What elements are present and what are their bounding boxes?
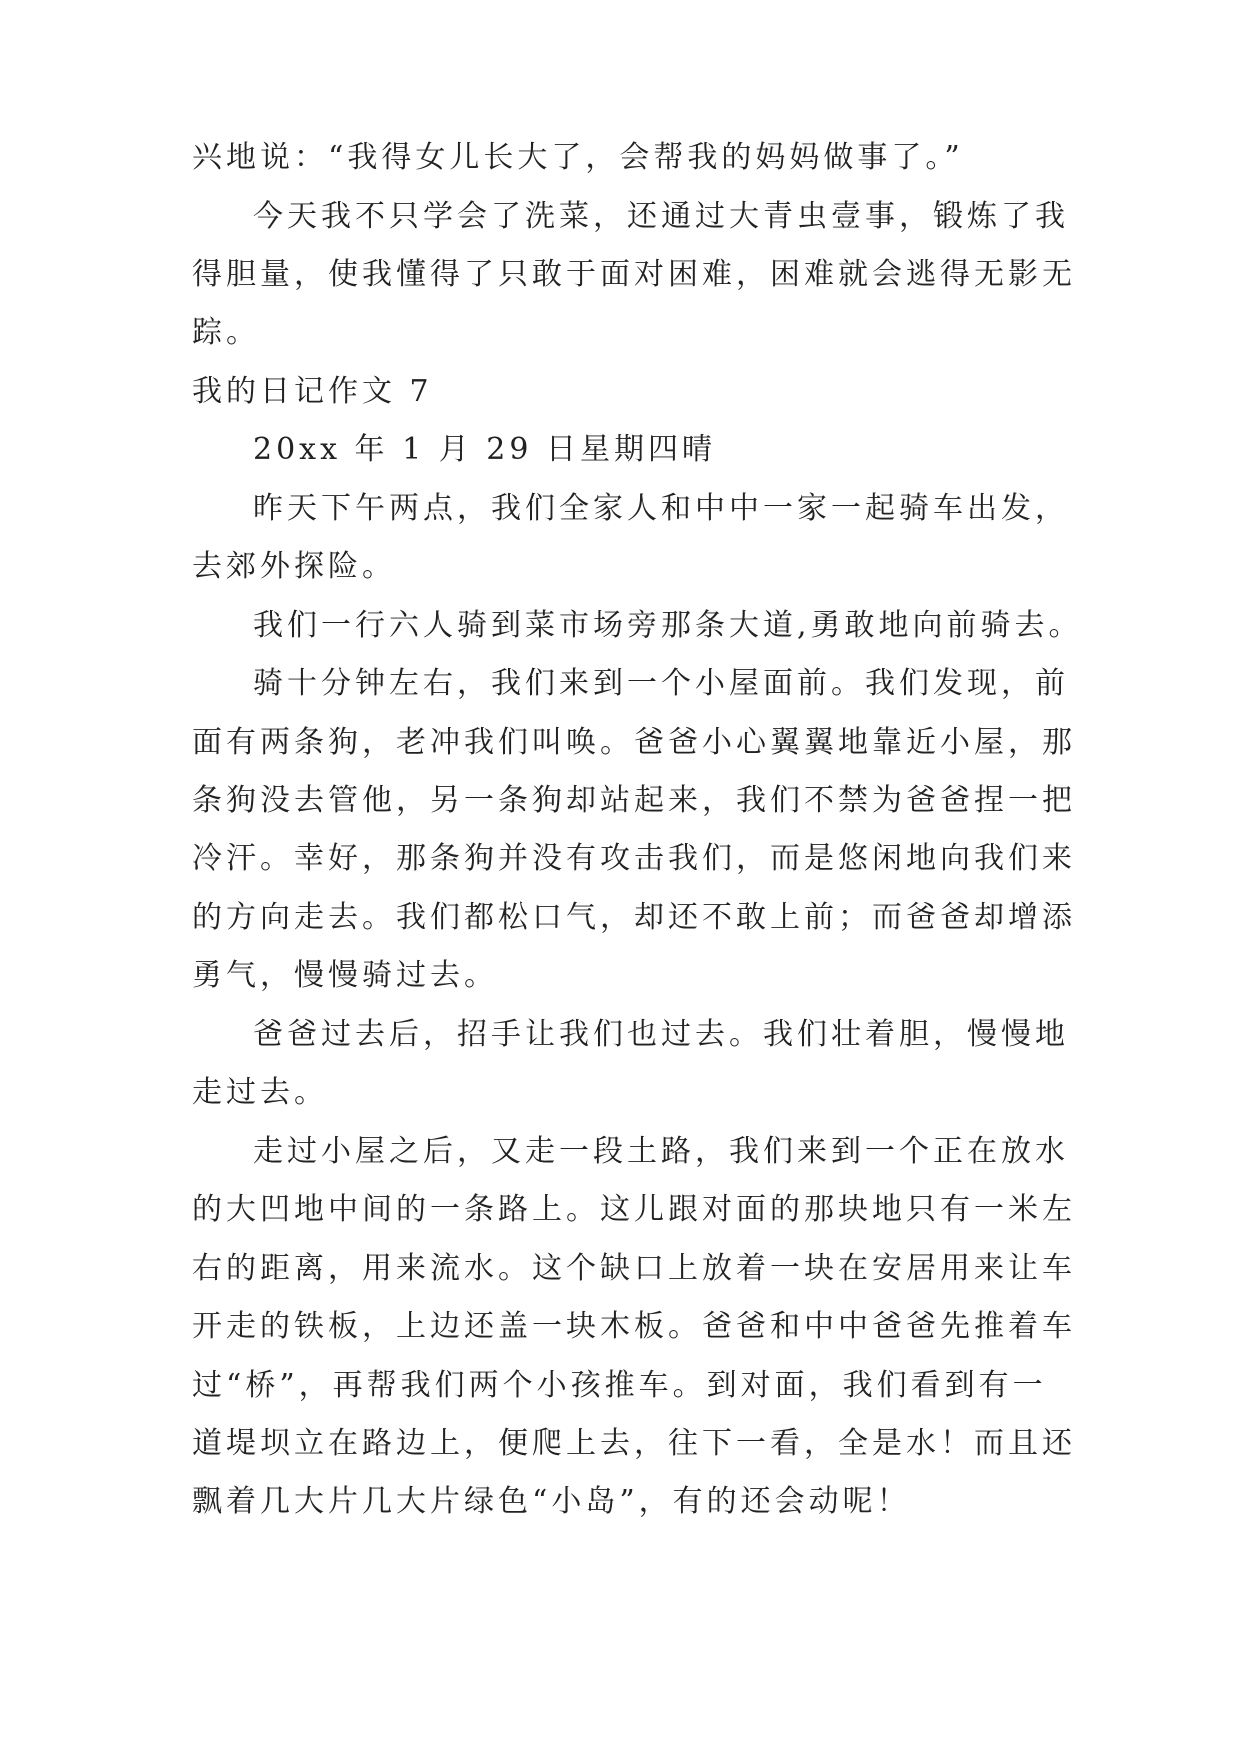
text-line: 开走的铁板，上边还盖一块木板。爸爸和中中爸爸先推着车 [192, 1309, 1076, 1344]
diary-date: 20xx 年 1 月 29 日星期四晴 [253, 432, 716, 467]
text-line: 冷汗。幸好，那条狗并没有攻击我们，而是悠闲地向我们来 [192, 841, 1076, 876]
text-line: 道堤坝立在路边上，便爬上去，往下一看，全是水！而且还 [192, 1426, 1076, 1461]
text-line: 的大凹地中间的一条路上。这儿跟对面的那块地只有一米左 [192, 1192, 1076, 1227]
text-line: 飘着几大片几大片绿色“小岛”，有的还会动呢！ [192, 1484, 911, 1519]
text-line: 过“桥”，再帮我们两个小孩推车。到对面，我们看到有一 [192, 1368, 1047, 1403]
text-line: 踪。 [192, 315, 260, 350]
section-heading: 我的日记作文 7 [192, 374, 433, 409]
text-line: 走过小屋之后，又走一段土路，我们来到一个正在放水 [253, 1134, 1069, 1169]
text-line: 兴地说：“我得女儿长大了，会帮我的妈妈做事了。” [192, 140, 964, 175]
text-line: 勇气，慢慢骑过去。 [192, 958, 498, 993]
text-line: 我们一行六人骑到菜市场旁那条大道,勇敢地向前骑去。 [253, 608, 1083, 643]
text-line: 去郊外探险。 [192, 549, 396, 584]
text-line: 昨天下午两点，我们全家人和中中一家一起骑车出发， [253, 491, 1069, 526]
text-line: 面有两条狗，老冲我们叫唤。爸爸小心翼翼地靠近小屋，那 [192, 725, 1076, 760]
text-line: 今天我不只学会了洗菜，还通过大青虫壹事，锻炼了我 [253, 199, 1069, 234]
text-line: 的方向走去。我们都松口气，却还不敢上前；而爸爸却增添 [192, 900, 1076, 935]
text-line: 得胆量，使我懂得了只敢于面对困难，困难就会逃得无影无 [192, 257, 1076, 292]
text-line: 爸爸过去后，招手让我们也过去。我们壮着胆，慢慢地 [253, 1017, 1069, 1052]
text-line: 骑十分钟左右，我们来到一个小屋面前。我们发现，前 [253, 666, 1069, 701]
text-line: 右的距离，用来流水。这个缺口上放着一块在安居用来让车 [192, 1251, 1076, 1286]
text-line: 走过去。 [192, 1075, 328, 1110]
text-line: 条狗没去管他，另一条狗却站起来，我们不禁为爸爸捏一把 [192, 783, 1076, 818]
